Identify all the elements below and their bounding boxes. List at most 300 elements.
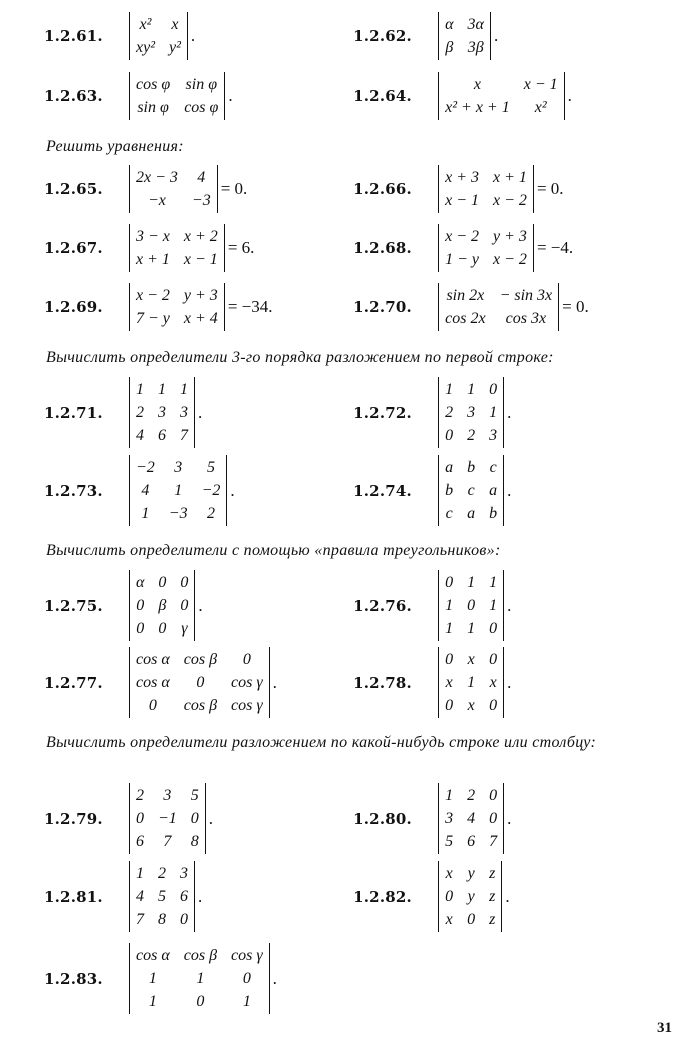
matrix-entry: c: [445, 505, 453, 522]
matrix-entry: 1: [158, 381, 166, 398]
determinant-tail: .: [493, 26, 499, 45]
matrix-entry: −2: [136, 459, 155, 476]
matrix-entry: c: [489, 459, 497, 476]
matrix-row: [445, 671, 497, 694]
determinant-matrix: [445, 862, 495, 931]
determinant: [438, 12, 491, 60]
matrix-entry: y²: [169, 39, 181, 56]
matrix-entry: x: [489, 674, 497, 691]
determinant-matrix: [136, 944, 263, 1013]
matrix-entry: γ: [181, 620, 188, 637]
matrix-row: [136, 617, 188, 640]
determinant-matrix: [136, 784, 199, 853]
matrix-entry: β: [445, 39, 454, 56]
determinant-matrix: [445, 166, 527, 212]
problem-1-2-79: [44, 783, 353, 854]
determinant-matrix: [445, 571, 497, 640]
problem-row: [44, 943, 678, 1014]
matrix-entry: cos α: [136, 651, 170, 668]
problem-1-2-78: [353, 647, 678, 718]
matrix-entry: 4: [467, 810, 476, 827]
determinant-tail: .: [505, 886, 510, 906]
matrix-row: [136, 13, 181, 36]
matrix-row: [445, 908, 495, 931]
determinant: [129, 283, 225, 331]
matrix-row: [136, 885, 188, 908]
matrix-entry: 0: [136, 810, 144, 827]
matrix-entry: 0: [489, 697, 498, 714]
matrix-row: [136, 990, 263, 1013]
problem-number: 1.2.75.: [44, 596, 103, 615]
matrix-entry: x − 2: [136, 287, 170, 304]
matrix-entry: 7: [163, 833, 172, 850]
matrix-entry: 6: [158, 427, 166, 444]
matrix-entry: x: [467, 697, 475, 714]
determinant: [438, 165, 534, 213]
matrix-entry: 1: [174, 482, 183, 499]
problem-number: 1.2.76.: [353, 596, 412, 615]
matrix-entry: 0: [489, 381, 498, 398]
matrix-row: [445, 225, 527, 248]
matrix-entry: 1: [148, 993, 157, 1010]
determinant: [438, 861, 502, 932]
matrix-entry: 2: [445, 404, 454, 421]
matrix-entry: sin φ: [137, 99, 169, 116]
matrix-entry: 3: [180, 404, 188, 421]
matrix-entry: 8: [190, 833, 199, 850]
matrix-entry: b: [467, 459, 476, 476]
problem-1-2-77: [44, 647, 353, 718]
matrix-entry: 0: [158, 620, 167, 637]
matrix-entry: 7: [180, 427, 188, 444]
matrix-entry: 1: [445, 787, 454, 804]
problem-row: [44, 224, 678, 272]
matrix-row: [445, 73, 558, 96]
problem-row: [44, 283, 678, 331]
matrix-entry: 1: [445, 620, 454, 637]
determinant-tail: = 0.: [562, 297, 589, 316]
matrix-row: [136, 967, 263, 990]
matrix-row: [445, 284, 552, 307]
matrix-entry: b: [445, 482, 454, 499]
determinant-matrix: [136, 284, 218, 330]
matrix-entry: 1: [141, 505, 150, 522]
matrix-entry: x − 1: [445, 192, 480, 209]
matrix-entry: 5: [190, 787, 199, 804]
problem-1-2-82: [353, 861, 678, 932]
matrix-row: [445, 36, 484, 59]
determinant-matrix: [136, 73, 218, 119]
matrix-row: [136, 908, 188, 931]
determinant: [438, 783, 504, 854]
matrix-entry: 0: [445, 697, 454, 714]
determinant-tail: .: [208, 808, 214, 828]
matrix-entry: x: [445, 865, 453, 882]
determinant-matrix: [445, 784, 497, 853]
matrix-entry: 1: [148, 970, 157, 987]
determinant-matrix: [445, 284, 552, 330]
matrix-entry: x − 2: [493, 251, 527, 268]
matrix-entry: x: [467, 651, 475, 668]
matrix-entry: cos β: [183, 651, 218, 668]
determinant-tail: .: [198, 595, 203, 615]
matrix-row: [445, 807, 497, 830]
matrix-entry: −1: [158, 810, 177, 827]
matrix-entry: 2x − 3: [136, 169, 178, 186]
problem-number: 1.2.71.: [44, 403, 103, 422]
matrix-row: [136, 378, 188, 401]
matrix-row: [445, 456, 497, 479]
matrix-row: [136, 694, 263, 717]
matrix-entry: 1: [445, 597, 454, 614]
matrix-entry: x: [171, 16, 179, 33]
determinant-matrix: [445, 13, 484, 59]
problem-1-2-75: [44, 570, 353, 641]
matrix-entry: 1: [467, 674, 476, 691]
problem-number: 1.2.83.: [44, 969, 103, 988]
problem-number: 1.2.77.: [44, 673, 103, 692]
determinant-tail: .: [507, 402, 512, 422]
problem-row: [44, 861, 678, 932]
problem-number: 1.2.69.: [44, 298, 103, 316]
matrix-entry: sin 2x: [446, 287, 485, 304]
matrix-row: [136, 189, 211, 212]
problem-number: 1.2.73.: [44, 481, 103, 500]
matrix-row: [136, 594, 188, 617]
matrix-entry: x − 2: [493, 192, 527, 209]
matrix-entry: x + 1: [136, 251, 170, 268]
problem-number: 1.2.66.: [353, 180, 412, 198]
matrix-entry: 6: [136, 833, 144, 850]
matrix-entry: z: [489, 888, 496, 905]
matrix-entry: 1: [445, 381, 454, 398]
matrix-entry: x + 2: [183, 228, 218, 245]
section-heading: Вычислить определители разложением по какой-нибудь строке или столбцу:: [46, 734, 597, 751]
matrix-entry: z: [489, 865, 496, 882]
matrix-entry: 4: [197, 169, 206, 186]
section-heading: Вычислить определители с помощью «правила треугольников»:: [46, 542, 501, 559]
matrix-entry: 1: [467, 381, 476, 398]
determinant-tail: .: [190, 26, 196, 45]
determinant-matrix: [136, 13, 181, 59]
matrix-entry: 3β: [467, 39, 484, 56]
determinant-matrix: [445, 456, 497, 525]
matrix-entry: 3α: [467, 16, 484, 33]
matrix-row: [445, 189, 527, 212]
matrix-entry: 4: [136, 427, 144, 444]
matrix-row: [445, 648, 497, 671]
matrix-entry: sin φ: [185, 76, 218, 93]
matrix-entry: 0: [242, 651, 251, 668]
problem-1-2-73: [44, 455, 353, 526]
matrix-entry: 0: [445, 427, 454, 444]
matrix-entry: a: [445, 459, 454, 476]
matrix-row: [445, 13, 484, 36]
problem-number: 1.2.64.: [353, 87, 412, 105]
matrix-row: [136, 424, 188, 447]
problem-row: [44, 12, 678, 60]
determinant-tail: .: [507, 480, 512, 500]
matrix-entry: 4: [141, 482, 150, 499]
matrix-entry: y + 3: [183, 287, 218, 304]
matrix-entry: cos γ: [231, 697, 263, 714]
determinant: [129, 455, 227, 526]
determinant-tail: .: [507, 672, 512, 692]
problem-number: 1.2.68.: [353, 239, 412, 257]
matrix-entry: 0: [445, 888, 454, 905]
matrix-entry: −2: [201, 482, 221, 499]
matrix-row: [445, 830, 497, 853]
determinant-matrix: [445, 648, 497, 717]
matrix-entry: 0: [190, 810, 199, 827]
matrix-entry: 0: [196, 674, 205, 691]
matrix-entry: cos α: [136, 947, 170, 964]
determinant-tail: .: [272, 968, 277, 988]
determinant-tail: = −4.: [536, 238, 574, 257]
matrix-entry: 0: [180, 911, 188, 928]
determinant: [129, 783, 206, 854]
problem-1-2-74: [353, 455, 678, 526]
problem-number: 1.2.79.: [44, 809, 103, 828]
matrix-entry: 7 − y: [136, 310, 170, 327]
matrix-row: [445, 307, 552, 330]
determinant: [129, 943, 270, 1014]
matrix-entry: 0: [242, 970, 251, 987]
matrix-row: [445, 96, 558, 119]
problem-number: 1.2.82.: [353, 887, 412, 906]
matrix-row: [136, 862, 188, 885]
matrix-entry: 0: [445, 574, 454, 591]
matrix-row: [136, 830, 199, 853]
problem-1-2-67: [44, 224, 353, 272]
determinant-matrix: [136, 225, 218, 271]
matrix-row: [136, 401, 188, 424]
matrix-row: [136, 944, 263, 967]
problem-number: 1.2.63.: [44, 87, 103, 105]
determinant: [438, 377, 504, 448]
determinant-tail: .: [272, 672, 277, 692]
matrix-entry: 1: [467, 574, 476, 591]
problem-row: [44, 570, 678, 641]
problem-number: 1.2.67.: [44, 239, 103, 257]
determinant: [438, 224, 534, 272]
problem-row: [44, 647, 678, 718]
matrix-entry: 0: [136, 620, 145, 637]
matrix-row: [445, 571, 497, 594]
matrix-row: [136, 166, 211, 189]
determinant: [438, 455, 504, 526]
determinant-matrix: [445, 378, 497, 447]
matrix-entry: 0: [489, 620, 498, 637]
matrix-entry: 1: [180, 381, 188, 398]
matrix-entry: x: [445, 911, 453, 928]
matrix-entry: 1: [489, 574, 498, 591]
matrix-entry: cos α: [136, 674, 170, 691]
matrix-entry: 6: [467, 833, 476, 850]
matrix-entry: x: [445, 674, 453, 691]
matrix-entry: 1: [467, 620, 476, 637]
matrix-row: [445, 885, 495, 908]
matrix-row: [445, 166, 527, 189]
determinant-tail: = 6.: [227, 238, 255, 257]
determinant: [129, 377, 195, 448]
matrix-entry: 1: [489, 597, 498, 614]
matrix-entry: 2: [467, 427, 476, 444]
problem-1-2-80: [353, 783, 678, 854]
matrix-entry: 0: [489, 810, 498, 827]
matrix-entry: y: [467, 888, 475, 905]
matrix-row: [445, 502, 497, 525]
matrix-row: [136, 807, 199, 830]
matrix-entry: xy²: [136, 39, 155, 56]
problem-number: 1.2.81.: [44, 887, 103, 906]
matrix-row: [445, 424, 497, 447]
determinant-tail: = 0.: [220, 179, 248, 198]
matrix-entry: cos β: [183, 947, 218, 964]
problem-number: 1.2.70.: [353, 298, 412, 316]
matrix-entry: cos β: [183, 697, 218, 714]
determinant-tail: .: [228, 86, 233, 105]
matrix-entry: 3: [445, 810, 454, 827]
matrix-entry: z: [489, 911, 496, 928]
determinant-matrix: [136, 571, 188, 640]
problem-1-2-61: [44, 12, 353, 60]
matrix-entry: x − 1: [523, 76, 558, 93]
problem-1-2-70: [353, 283, 678, 331]
matrix-entry: 0: [136, 597, 145, 614]
determinant: [438, 283, 559, 331]
matrix-entry: cos 3x: [505, 310, 547, 327]
matrix-row: [136, 96, 218, 119]
matrix-entry: cos φ: [136, 76, 171, 93]
matrix-row: [445, 479, 497, 502]
problem-1-2-68: [353, 224, 678, 272]
matrix-row: [445, 594, 497, 617]
matrix-entry: 0: [489, 787, 498, 804]
matrix-entry: 0: [180, 574, 189, 591]
matrix-row: [136, 479, 220, 502]
matrix-entry: 2: [158, 865, 166, 882]
determinant-matrix: [445, 225, 527, 271]
determinant: [438, 72, 565, 120]
matrix-entry: 3: [467, 404, 476, 421]
matrix-entry: 1: [196, 970, 205, 987]
section-heading: Вычислить определители 3-го порядка разложением по первой строке:: [46, 349, 554, 366]
matrix-entry: −x: [148, 192, 166, 209]
matrix-entry: cos γ: [231, 947, 263, 964]
problem-1-2-83: [44, 943, 358, 1014]
matrix-entry: 2: [136, 404, 144, 421]
matrix-entry: cos 2x: [445, 310, 486, 327]
determinant-tail: .: [507, 808, 512, 828]
determinant: [129, 12, 188, 60]
matrix-entry: 3: [180, 865, 188, 882]
matrix-entry: −3: [191, 192, 211, 209]
determinant-tail: .: [198, 402, 203, 422]
problem-1-2-72: [353, 377, 678, 448]
problem-number: 1.2.80.: [353, 809, 412, 828]
matrix-entry: 3: [489, 427, 498, 444]
problem-row: [44, 165, 678, 213]
matrix-entry: 7: [136, 911, 144, 928]
determinant-matrix: [136, 166, 211, 212]
matrix-entry: β: [158, 597, 167, 614]
determinant-tail: = −34.: [227, 297, 273, 316]
matrix-entry: x + 3: [445, 169, 480, 186]
problem-row: [44, 455, 678, 526]
matrix-entry: −3: [168, 505, 188, 522]
matrix-entry: 0: [196, 993, 205, 1010]
matrix-entry: y: [467, 865, 475, 882]
matrix-entry: 1: [242, 993, 251, 1010]
matrix-entry: cos γ: [231, 674, 263, 691]
matrix-entry: x² + x + 1: [445, 99, 510, 116]
problem-number: 1.2.78.: [353, 673, 412, 692]
matrix-entry: 3: [158, 404, 166, 421]
matrix-entry: x²: [139, 16, 152, 33]
problem-row: [44, 72, 678, 120]
matrix-entry: 4: [136, 888, 144, 905]
matrix-entry: 0: [158, 574, 167, 591]
matrix-row: [136, 502, 220, 525]
matrix-entry: − sin 3x: [499, 287, 553, 304]
matrix-entry: 8: [158, 911, 166, 928]
determinant-tail: .: [198, 886, 203, 906]
problem-1-2-81: [44, 861, 353, 932]
matrix-entry: 1: [136, 865, 144, 882]
matrix-row: [136, 225, 218, 248]
matrix-entry: x + 1: [493, 169, 527, 186]
matrix-entry: 1 − y: [445, 251, 480, 268]
problem-1-2-69: [44, 283, 353, 331]
determinant: [438, 647, 504, 718]
matrix-row: [136, 784, 199, 807]
determinant: [129, 861, 195, 932]
determinant: [129, 647, 270, 718]
determinant-matrix: [136, 648, 263, 717]
matrix-row: [445, 617, 497, 640]
matrix-entry: α: [445, 16, 454, 33]
matrix-entry: c: [467, 482, 475, 499]
matrix-row: [136, 671, 263, 694]
matrix-entry: 2: [467, 787, 476, 804]
determinant-tail: .: [507, 595, 512, 615]
matrix-entry: 0: [467, 597, 476, 614]
matrix-row: [445, 694, 497, 717]
matrix-entry: 3 − x: [136, 228, 170, 245]
matrix-entry: a: [489, 482, 498, 499]
determinant: [129, 224, 225, 272]
matrix-row: [136, 571, 188, 594]
matrix-row: [136, 36, 181, 59]
matrix-entry: 3: [174, 459, 183, 476]
determinant: [129, 72, 225, 120]
determinant: [129, 570, 195, 641]
matrix-entry: x − 2: [445, 228, 480, 245]
problem-number: 1.2.72.: [353, 403, 412, 422]
matrix-entry: 0: [148, 697, 157, 714]
matrix-entry: 0: [467, 911, 476, 928]
problem-1-2-66: [353, 165, 678, 213]
matrix-entry: 0: [489, 651, 498, 668]
matrix-entry: 0: [180, 597, 189, 614]
matrix-row: [445, 401, 497, 424]
matrix-entry: 1: [489, 404, 498, 421]
matrix-entry: x + 4: [183, 310, 218, 327]
problem-number: 1.2.61.: [44, 27, 103, 45]
matrix-row: [445, 784, 497, 807]
matrix-entry: 6: [180, 888, 188, 905]
